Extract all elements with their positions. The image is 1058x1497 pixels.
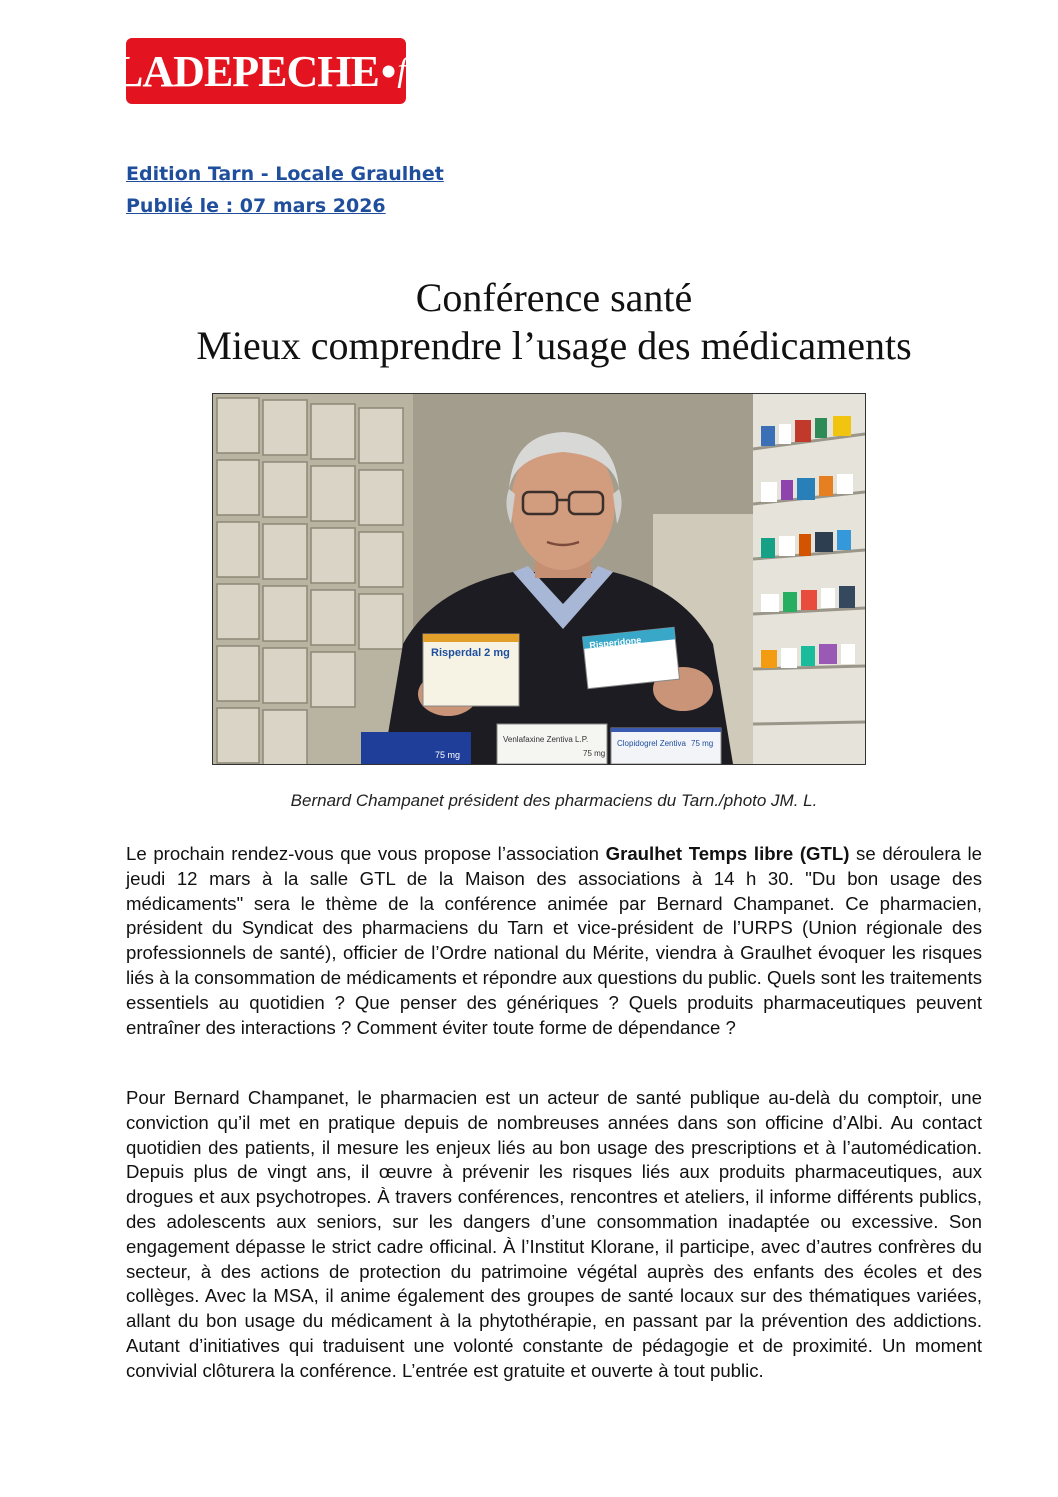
article-paragraph-1 <box>126 842 982 1040</box>
association-name: Graulhet Temps libre (GTL) <box>605 843 850 864</box>
paragraph-1-rest: se déroulera le jeudi 12 mars à la salle GTL de la Maison des associations à 14 h 30. "Du bon usage des médicaments" sera le thème de la conférence animée par Bernard Champanet. Ce pharmacien, président du Syndicat des pharmaciens du Tarn et vice-président de l’URPS (Union régionale des professionnels de santé), officier de l’Ordre national du Mérite, viendra à Graulhet évoquer les risques liés à la consommation de médicaments et répondre aux questions du public. Quels sont les traitements essentiels au quotidien ? Que penser des génériques ? Quels produits pharmaceutiques peuvent entraîner des interactions ? Comment éviter toute forme de dépendance ? <box>126 843 982 1038</box>
box-dose-middle: 75 mg <box>583 749 606 758</box>
photo-caption: Bernard Champanet président des pharmaciens du Tarn./photo JM. L. <box>290 791 818 810</box>
logo-brand: LADEPECHE <box>114 46 379 96</box>
box-label-risperdal: Risperdal 2 mg <box>431 647 510 659</box>
box-dose-right: 75 mg <box>691 739 714 748</box>
ladepeche-logo[interactable] <box>114 38 418 104</box>
article-subtitle: Mieux comprendre l’usage des médicaments <box>196 323 912 368</box>
box-label-risperidone: Risperidone <box>588 634 642 651</box>
article-paragraph-2: Pour Bernard Champanet, le pharmacien est un acteur de santé publique au-delà du comptoir, une conviction qu’il met en pratique depuis de nombreuses années dans son officine d’Albi. Au contact quotidien des patients, il mesure les enjeux liés au bon usage des prescriptions et à l’automédication. Depuis plus de vingt ans, il œuvre à prévenir les risques liés aux produits pharmaceutiques, aux drogues et aux psychotropes. À travers conférences, rencontres et ateliers, il informe différents publics, des adolescents aux seniors, sur les dangers d’une consommation inadaptée ou excessive. Son engagement dépasse le strict cadre officinal. À l’Institut Klorane, il participe, avec d’autres confrères du secteur, à des actions de protection du patrimoine végétal auprès des enfants des écoles et des collèges. Avec la MSA, il anime également des groupes de santé locaux sur des thématiques variées, allant du bon usage du médicament à la phytothérapie, en passant par la prévention des addictions. Autant d’initiatives qui traduisent une volonté constante de pédagogie et de proximité. Un moment convivial clôturera la conférence. L’entrée est gratuite et ouverte à tout public. <box>126 1087 982 1381</box>
logo-tld: fr <box>397 52 418 89</box>
box-dose-left: 75 mg <box>435 750 461 760</box>
box-label-venlafaxine: Venlafaxine Zentiva L.P. <box>503 735 589 744</box>
article-photo <box>212 393 866 765</box>
box-label-clopidogrel: Clopidogrel Zentiva <box>617 739 686 748</box>
article-title: Conférence santé <box>415 275 693 320</box>
edition-line[interactable]: Edition Tarn - Locale Graulhet <box>126 163 444 185</box>
paragraph-1-start: Le prochain rendez-vous que vous propose l’association <box>126 843 606 864</box>
edition-info <box>126 158 444 222</box>
logo-dot: • <box>380 46 396 96</box>
publication-date[interactable]: Publié le : 07 mars 2026 <box>126 195 386 217</box>
